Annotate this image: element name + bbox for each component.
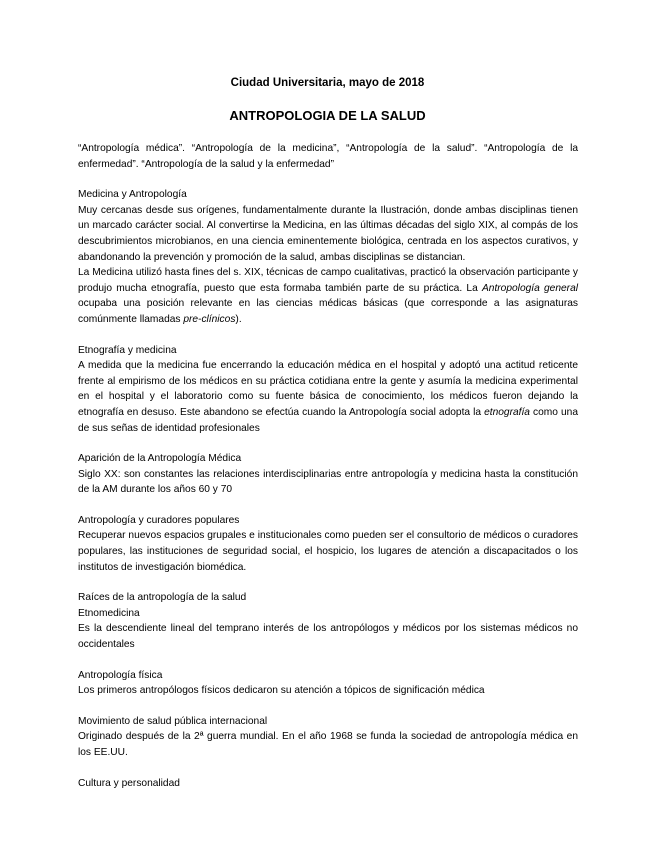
section-cultura: [78, 776, 578, 792]
intro-paragraph: “Antropología médica”. “Antropología de la medicina”, “Antropología de la salud”. “Antropología de la enfermedad”. “Antropología de la salud y la enfermedad”: [78, 143, 578, 170]
section-heading: Etnografía y medicina: [78, 344, 177, 356]
document-body: [78, 141, 578, 791]
section-heading: Aparición de la Antropología Médica: [78, 453, 242, 465]
italic-term: pre-clínicos: [183, 313, 236, 325]
section-raices: [78, 590, 578, 652]
section-movimiento: [78, 714, 578, 761]
section-heading: Movimiento de salud pública internacional: [78, 715, 268, 727]
section-paragraph: Siglo XX: son constantes las relaciones interdisciplinarias entre antropología y medicina hasta la constitución de la AM durante los años 60 y 70: [78, 468, 578, 496]
date-line: Ciudad Universitaria, mayo de 2018: [230, 77, 425, 89]
section-fisica: [78, 668, 578, 699]
section-aparicion: [78, 451, 578, 498]
text-run: ).: [235, 313, 242, 325]
section-heading: Antropología física: [78, 669, 163, 681]
section-paragraph: Originado después de la 2ª guerra mundial. En el año 1968 se funda la sociedad de antropología médica en los EE.UU.: [78, 731, 578, 758]
section-paragraph: Los primeros antropólogos físicos dedicaron su atención a tópicos de significación médica: [78, 685, 485, 697]
section-heading: Raíces de la antropología de la salud: [78, 592, 247, 604]
section-heading: Medicina y Antropología: [78, 189, 187, 201]
section-paragraph: Es la descendiente lineal del temprano interés de los antropólogos y médicos por los sistemas médicos no occidentales: [78, 623, 578, 651]
text-run: La Medicina utilizó hasta fines del s. XIX, técnicas de campo cualitativas, practicó la observación participante y produjo mucha etnografía, puesto que esta formaba también parte de su práctica. La: [78, 267, 578, 294]
text-run: A medida que la medicina fue encerrando la educación médica en el hospital y adoptó una actitud reticente frente al empirismo de los médicos en su práctica cotidiana entre la gente y asumía la medicina experimental en el hospital y el laboratorio como su fuente básica de conocimiento, los médicos fueron dejando la etnografía en desuso. Este abandono se efectúa cuando la Antropología social adopta la: [78, 360, 578, 418]
italic-term: etnografía: [484, 406, 530, 418]
section-curadores: [78, 513, 578, 575]
section-etnografia: [78, 343, 578, 437]
section-heading: Antropología y curadores populares: [78, 514, 240, 526]
section-medicina-antropologia: [78, 187, 578, 327]
text-run: ocupaba una posición relevante en las ciencias médicas básicas (que corresponde a las asignaturas comúnmente llamadas: [78, 298, 578, 325]
text-run: como una de sus señas de identidad profesionales: [78, 406, 578, 434]
section-paragraph: Muy cercanas desde sus orígenes, fundamentalmente durante la Ilustración, donde ambas disciplinas tienen un marcado carácter social. Al convertirse la Medicina, en las últimas décadas del siglo XIX, al compás de los descubrimientos microbianos, en una ciencia eminentemente biológica, centrada en los aspectos curativos, y abandonando la prevención y promoción de la salud, ambas disciplinas se distancian.: [78, 204, 578, 263]
section-paragraph: [78, 265, 578, 327]
section-paragraph: Recuperar nuevos espacios grupales e institucionales como pueden ser el consultorio de médicos o curadores populares, las instituciones de seguridad social, el hospicio, los lugares de atención a discapacitados o los institutos de investigación biomédica.: [78, 530, 578, 573]
document-title: ANTROPOLOGIA DE LA SALUD: [229, 108, 426, 123]
section-paragraph: [78, 358, 578, 436]
section-subheading: Etnomedicina: [78, 607, 140, 619]
italic-term: Antropología general: [482, 282, 578, 294]
section-heading: Cultura y personalidad: [78, 777, 180, 789]
